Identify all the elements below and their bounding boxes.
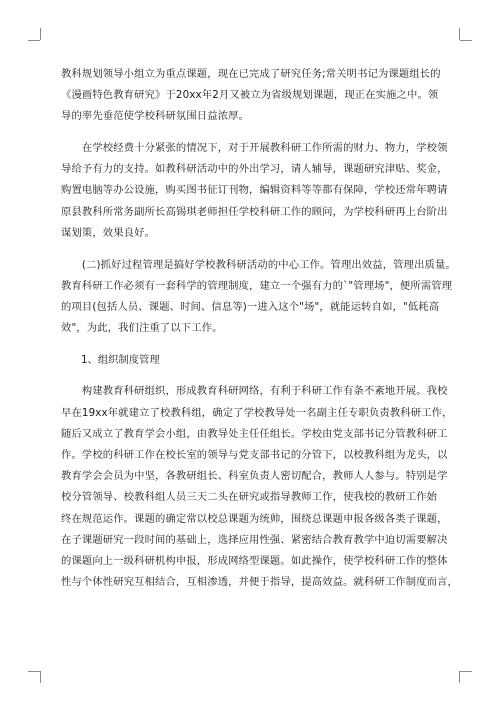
text-line: 构建教育科研组织，形成教育科研网络，有利于科研工作有条不紊地开展。我校 [61, 385, 448, 398]
text-line: 购置电脑等办公设施，购买图书征订刊物，编辑资料等等都有保障，学校还常年聘请 [61, 184, 448, 197]
text-line: 《漫画特色教育研究》于20xx年2月又被立为省级规划课题，现正在实施之中。领 [61, 89, 439, 102]
text-line: 教育科研工作必须有一套科学的管理制度，建立一个强有力的`"管理场"，便所需管理 [61, 279, 453, 292]
text-line: 随后又成立了教育学会小组，由教导处主任任组长。学校由党支部书记分管教科研工 [61, 427, 448, 440]
crop-mark-bottom-left [40, 671, 41, 683]
section-heading: 1、组织制度管理 [81, 353, 160, 366]
paragraph [61, 381, 458, 593]
text-line: 教育学会会员为中坚，各教研组长、科室负责人密切配合，教师人人参与。特别是学 [61, 470, 448, 483]
text-line: 早在19xx年就建立了校教科组，确定了学校教导处一名副主任专职负责教科研工作， [61, 406, 453, 419]
crop-mark-bottom-left [28, 671, 40, 672]
text-line: 作。学校的科研工作在校长室的领导与党支部书记的分管下，以校教科组为龙头，以 [61, 449, 448, 461]
text-line: (二)抓好过程管理是搞好学校教科研活动的中心工作。管理出效益，管理出质量。 [61, 258, 456, 271]
document-body [61, 64, 458, 593]
crop-mark-top-right [459, 28, 460, 40]
text-line: 导的率先垂范使学校科研氛围日益浓厚。 [61, 110, 250, 123]
text-line: 的课题向上一级科研机构申报，形成网络型课题。如此操作，使学校科研工作的整体 [61, 554, 448, 567]
text-line: 的项目(包括人员、课题、时间、信息等)一进入这个"场"，就能运转自如，"低耗高 [61, 300, 440, 313]
text-line: 教科规划领导小组立为重点课题，现在已完成了研究任务;常关明书记为课题组长的 [61, 68, 441, 80]
crop-mark-top-right [460, 40, 472, 41]
text-line: 终在规范运作。课题的确定常以校总课题为统帅，围绕总课题申报各级各类子课题， [61, 512, 448, 525]
text-line: 在学校经费十分紧张的情况下，对于开展教科研工作所需的财力、物力，学校领 [61, 142, 448, 155]
text-line: 导给予有力的支持。如教科研活动中的外出学习，请人辅导，课题研究津贴、奖金， [61, 163, 448, 176]
crop-mark-bottom-right [460, 671, 472, 672]
text-line: 效"，为此，我们注重了以下工作。 [61, 322, 223, 335]
text-line: 性与个体性研究互相结合，互相渗透，并便于指导，提高效益。就科研工作制度而言， [61, 576, 458, 589]
crop-mark-bottom-right [459, 671, 460, 683]
text-line: 校分管领导、校教科组人员三天二头在研究或指导教师工作，使我校的教研工作始 [61, 491, 438, 504]
paragraph [61, 64, 443, 128]
text-line: 在子课题研究一段时间的基础上，选择应用性强、紧密结合教育教学中迫切需要解决 [61, 533, 448, 546]
paragraph [61, 255, 456, 340]
text-line: 原县教科所常务副所长高锡琪老师担任学校科研工作的顾问，为学校科研再上台阶出 [61, 205, 448, 218]
text-line: 谋划策，效果良好。 [61, 226, 156, 239]
crop-mark-top-left [40, 28, 41, 40]
crop-mark-top-left [28, 40, 40, 41]
paragraph [61, 138, 448, 244]
